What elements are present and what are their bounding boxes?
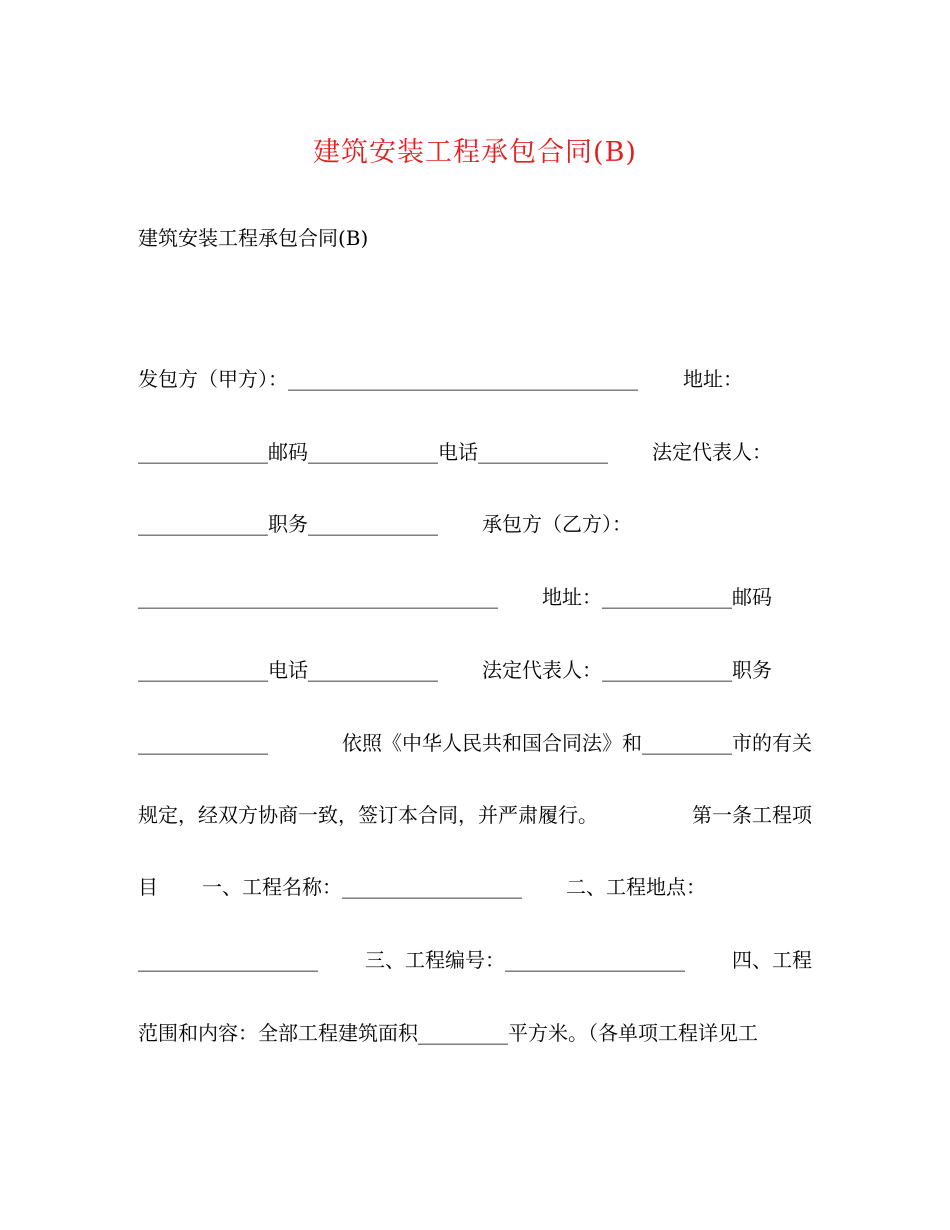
body-line <box>138 728 812 758</box>
text-segment: _____________电话_____________ <box>138 658 438 682</box>
body-line <box>138 582 812 612</box>
body-line <box>138 872 812 902</box>
text-segment: 三、工程编号：__________________ <box>365 948 685 972</box>
body-line <box>138 800 812 830</box>
text-segment: _____________邮码_____________电话_____________ <box>138 440 608 464</box>
text-segment: 依照《中华人民共和国合同法》和_________市的有关 <box>342 731 812 755</box>
text-segment: 地址： <box>683 367 743 391</box>
text-segment: _____________ <box>138 731 268 755</box>
body-line <box>138 364 812 394</box>
body-line <box>138 437 812 467</box>
text-segment: 目 <box>138 875 158 899</box>
text-segment: 法定代表人： <box>652 440 772 464</box>
document-subtitle: 建筑安装工程承包合同(B) <box>138 226 369 250</box>
text-segment: 地址：_____________邮码 <box>542 585 772 609</box>
body-line <box>138 945 812 975</box>
body-line <box>138 1018 812 1048</box>
body-line <box>138 509 812 539</box>
text-segment: 四、工程 <box>732 948 812 972</box>
text-segment: 范围和内容：全部工程建筑面积_________平方米。（各单项工程详见工 <box>138 1021 758 1045</box>
text-segment: 承包方（乙方）： <box>482 512 632 536</box>
text-segment: 一、工程名称：__________________ <box>202 875 522 899</box>
text-segment: 第一条工程项 <box>692 803 812 827</box>
text-segment: _____________职务_____________ <box>138 512 438 536</box>
text-segment: __________________ <box>138 948 318 972</box>
text-segment: 二、工程地点： <box>566 875 706 899</box>
text-segment: ____________________________________ <box>138 585 498 609</box>
document-title: 建筑安装工程承包合同(B) <box>313 137 637 168</box>
text-segment: 发包方（甲方）：___________________________________ <box>138 367 638 391</box>
body-line <box>138 655 812 685</box>
text-segment: 规定，经双方协商一致，签订本合同，并严肃履行。 <box>138 803 598 827</box>
text-segment: 法定代表人：_____________职务 <box>482 658 772 682</box>
